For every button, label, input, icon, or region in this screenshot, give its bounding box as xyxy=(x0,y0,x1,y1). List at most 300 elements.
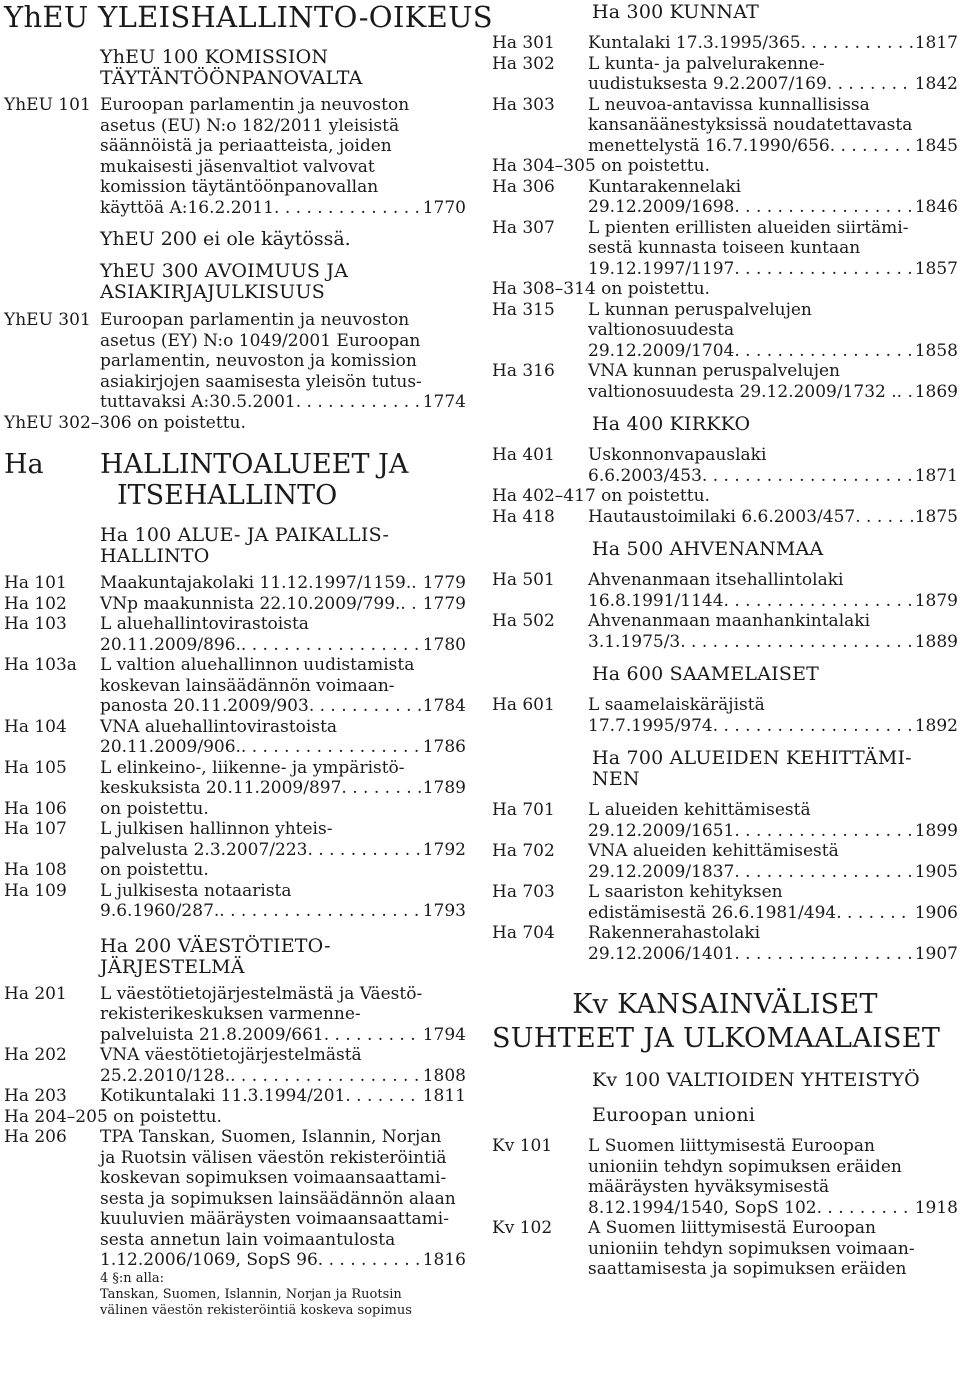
dot-leader xyxy=(855,507,913,528)
entry-code: Ha 105 xyxy=(4,757,67,778)
dot-leader xyxy=(724,591,913,612)
entry-code: Ha 701 xyxy=(492,800,555,820)
entry-text xyxy=(588,218,958,280)
page-number: 1906 xyxy=(914,902,958,923)
entry-text xyxy=(100,758,466,799)
entry-line: palveluista 21.8.2009/661 xyxy=(100,1024,324,1045)
entry-line: L kunnan peruspalvelujen xyxy=(588,299,812,320)
entry-line: L saariston kehityksen xyxy=(588,882,783,902)
entry-line: sesta annetun lain voimaantulosta xyxy=(100,1229,396,1250)
entry-text xyxy=(588,507,958,528)
dot-leader xyxy=(827,74,913,95)
entry-leader-line xyxy=(100,901,466,922)
entry-line: sestä kunnasta toiseen kuntaan xyxy=(588,238,861,258)
section-heading: Ha 200 VÄESTÖTIETO- xyxy=(100,934,331,957)
entry-code: Ha 601 xyxy=(492,695,555,715)
entry-text xyxy=(588,177,958,218)
entry-code: Ha 303 xyxy=(492,94,555,115)
dot-leader xyxy=(411,573,421,594)
entry-leader-line xyxy=(588,74,958,95)
index-entry xyxy=(4,310,466,413)
footnote-line: 4 §:n alla: xyxy=(100,1270,164,1286)
page-number: 1899 xyxy=(914,820,958,841)
entry-line: saattamisesta ja sopimuksen eräiden xyxy=(588,1259,907,1279)
index-entry xyxy=(4,860,466,881)
entry-leader-line xyxy=(588,259,958,280)
entry-text xyxy=(100,881,466,922)
entry-text xyxy=(100,594,466,615)
entry-leader-line xyxy=(588,136,958,157)
entry-line: L elinkeino-, liikenne- ja ympäristö- xyxy=(100,757,405,778)
page-number: 1889 xyxy=(914,631,958,652)
entry-line: Ahvenanmaan itsehallintolaki xyxy=(588,570,844,590)
entry-text xyxy=(588,800,958,841)
entry-line: L valtion aluehallinnon uudistamista xyxy=(100,655,415,675)
dot-leader xyxy=(400,594,420,615)
entry-line: määräysten hyväksymisestä xyxy=(588,1177,830,1197)
entry-leader-line xyxy=(588,591,958,612)
entry-code: Ha 302 xyxy=(492,53,555,74)
section-heading: Ha 300 KUNNAT xyxy=(592,1,759,23)
entry-line: kansanäänestyksissä noudatettavasta xyxy=(588,115,913,135)
dot-leader xyxy=(830,136,913,157)
entry-line: 6.6.2003/453 xyxy=(588,465,702,486)
index-entry xyxy=(492,1218,958,1280)
entry-line: valtionosuudesta xyxy=(588,320,735,340)
dot-leader xyxy=(324,1025,421,1046)
entry-leader-line xyxy=(100,1250,466,1271)
index-entry xyxy=(4,717,466,758)
spacer xyxy=(492,790,958,800)
page-title: YhEU YLEISHALLINTO-OIKEUS xyxy=(4,0,493,34)
entry-line: panosta 20.11.2009/903 xyxy=(100,696,309,716)
index-entry xyxy=(4,1045,466,1086)
entry-line: VNA väestötietojärjestelmästä xyxy=(100,1045,362,1065)
entry-line: mukaisesti jäsenvaltiot valvovat xyxy=(100,156,375,177)
section-heading: YhEU 300 AVOIMUUS JA xyxy=(100,260,349,282)
entry-text xyxy=(100,310,466,413)
entry-line: Uskonnonvapauslaki xyxy=(588,445,767,465)
page-number: 1784 xyxy=(422,696,466,716)
index-entry xyxy=(4,984,466,1046)
entry-line: Ahvenanmaan maanhankintalaki xyxy=(588,611,871,631)
section-heading: TÄYTÄNTÖÖNPANOVALTA xyxy=(100,67,363,89)
spacer xyxy=(492,1091,958,1105)
entry-code: Ha 106 xyxy=(4,798,67,819)
spacer xyxy=(492,560,958,570)
entry-code: Ha 702 xyxy=(492,841,555,861)
index-entry xyxy=(4,881,466,922)
index-entry xyxy=(492,882,958,923)
dot-leader xyxy=(219,901,420,922)
page-number: 1794 xyxy=(422,1024,466,1045)
entry-line: kuuluvien määräysten voimaansaattami- xyxy=(100,1209,449,1229)
entry-text xyxy=(588,611,958,652)
entry-line: Hautaustoimilaki 6.6.2003/457 xyxy=(588,506,856,527)
entry-text xyxy=(100,860,466,881)
page-number: 1816 xyxy=(422,1250,466,1270)
dot-leader xyxy=(734,197,912,218)
entry-line: 16.8.1991/1144 xyxy=(588,590,724,611)
dot-leader xyxy=(897,382,913,403)
plain-line: Ha 308–314 on poistettu. xyxy=(492,279,710,299)
spacer xyxy=(4,922,466,936)
chapter-heading-line: Kv KANSAINVÄLISET xyxy=(572,989,878,1020)
page-number: 1907 xyxy=(914,943,958,964)
spacer xyxy=(492,23,958,33)
section-heading: Ha 400 KIRKKO xyxy=(592,413,751,435)
entry-line: rekisterikeskuksen varmenne- xyxy=(100,1004,361,1024)
entry-leader-line xyxy=(100,1025,466,1046)
index-entry xyxy=(4,594,466,615)
dot-leader xyxy=(680,632,912,653)
entry-line: L julkisesta notaarista xyxy=(100,880,292,901)
entry-code: Ha 315 xyxy=(492,299,555,320)
entry-leader-line xyxy=(588,632,958,653)
chapter-code: Ha xyxy=(4,449,44,480)
entry-line: palvelusta 2.3.2007/223 xyxy=(100,839,308,860)
index-entry xyxy=(492,33,958,54)
entry-text xyxy=(100,1127,466,1271)
entry-line: L alueiden kehittämisestä xyxy=(588,800,811,820)
entry-code: Ha 103 xyxy=(4,614,67,634)
page-number: 1811 xyxy=(422,1086,466,1106)
index-entry xyxy=(492,507,958,528)
entry-line: L pienten erillisten alueiden siirtämi- xyxy=(588,217,909,238)
entry-line: asetus (EY) N:o 1049/2001 Euroopan xyxy=(100,330,421,351)
entry-line: unioniin tehdyn sopimuksen voimaan- xyxy=(588,1238,915,1259)
index-entry xyxy=(4,655,466,717)
entry-leader-line xyxy=(588,341,958,362)
entry-line: komission täytäntöönpanovallan xyxy=(100,177,379,197)
entry-code: Ha 203 xyxy=(4,1086,67,1106)
page-number: 1774 xyxy=(422,392,466,412)
entry-line: Kotikuntalaki 11.3.1994/201 xyxy=(100,1086,346,1106)
index-entry xyxy=(492,611,958,652)
spacer xyxy=(492,685,958,695)
entry-code: Kv 101 xyxy=(492,1136,553,1156)
entry-line: TPA Tanskan, Suomen, Islannin, Norjan xyxy=(100,1127,442,1147)
index-entry xyxy=(492,570,958,611)
page-number: 1780 xyxy=(422,634,466,655)
entry-line: L saamelaiskäräjistä xyxy=(588,695,765,715)
entry-line: unioniin tehdyn sopimuksen eräiden xyxy=(588,1156,902,1177)
entry-line: 8.12.1994/1540, SopS 102 xyxy=(588,1197,817,1218)
index-entry xyxy=(492,177,958,218)
page-number: 1875 xyxy=(914,506,958,527)
section-heading: YhEU 100 KOMISSION xyxy=(100,46,329,68)
dot-leader xyxy=(702,466,913,487)
entry-text xyxy=(588,923,958,964)
entry-text xyxy=(588,361,958,402)
index-entry xyxy=(492,361,958,402)
index-entry xyxy=(492,300,958,362)
spacer xyxy=(492,1126,958,1136)
entry-text xyxy=(588,95,958,157)
page-number: 1792 xyxy=(422,839,466,860)
entry-leader-line xyxy=(100,737,466,758)
index-entry xyxy=(492,923,958,964)
page-number: 1879 xyxy=(914,590,958,611)
entry-code: Ha 501 xyxy=(492,570,555,590)
dot-leader xyxy=(734,341,912,362)
entry-line: 25.2.2010/128. xyxy=(100,1065,231,1086)
entry-text xyxy=(588,54,958,95)
footnote-line: välinen väestön rekisteröintiä koskeva sopimus xyxy=(100,1302,412,1318)
entry-line: VNp maakunnista 22.10.2009/799. xyxy=(100,593,401,614)
section-heading: ASIAKIRJAJULKISUUS xyxy=(100,281,325,303)
index-entry xyxy=(492,218,958,280)
entry-leader-line xyxy=(100,635,466,656)
subsection-heading: Euroopan unioni xyxy=(592,1104,756,1126)
index-entry xyxy=(4,1086,466,1107)
page-number: 1869 xyxy=(914,381,958,402)
page-number: 1779 xyxy=(422,573,466,593)
entry-code: Ha 206 xyxy=(4,1127,67,1147)
chapter-heading xyxy=(4,449,466,511)
page-number: 1892 xyxy=(914,715,958,736)
index-entry xyxy=(492,95,958,157)
entry-code: Ha 418 xyxy=(492,506,555,527)
entry-leader-line xyxy=(588,944,958,965)
entry-code: YhEU 101 xyxy=(4,95,91,115)
entry-leader-line xyxy=(100,573,466,594)
dot-leader xyxy=(307,840,420,861)
entry-code: Ha 502 xyxy=(492,611,555,631)
index-entry xyxy=(492,1136,958,1218)
entry-line: koskevan sopimuksen voimaansaattami- xyxy=(100,1168,447,1188)
entry-text xyxy=(100,799,466,820)
entry-leader-line xyxy=(100,1086,466,1107)
entry-line: koskevan lainsäädännön voimaan- xyxy=(100,675,395,696)
section-heading: HALLINTO xyxy=(100,545,210,567)
entry-line: on poistettu. xyxy=(100,798,209,819)
entry-line: keskuksista 20.11.2009/897 xyxy=(100,778,342,798)
entry-line: L julkisen hallinnon yhteis- xyxy=(100,819,333,839)
spacer xyxy=(4,218,466,228)
entry-code: Ha 102 xyxy=(4,593,67,614)
entry-text xyxy=(588,33,958,54)
entry-code: Ha 704 xyxy=(492,923,555,943)
entry-text xyxy=(100,1045,466,1086)
entry-code: Ha 101 xyxy=(4,573,67,593)
entry-leader-line xyxy=(588,33,958,54)
entry-line: VNA alueiden kehittämisestä xyxy=(588,841,839,861)
entry-text xyxy=(588,1136,958,1218)
entry-line: valtionosuudesta 29.12.2009/1732 . xyxy=(588,381,897,402)
page-number: 1905 xyxy=(914,861,958,882)
section-heading: Ha 600 SAAMELAISET xyxy=(592,663,820,685)
entry-line: A Suomen liittymisestä Euroopan xyxy=(588,1218,876,1238)
page-number: 1793 xyxy=(422,901,466,921)
entry-line: edistämisestä 26.6.1981/494 xyxy=(588,902,837,923)
dot-leader xyxy=(836,903,913,924)
entry-line: L Suomen liittymisestä Euroopan xyxy=(588,1136,875,1156)
section-heading: NEN xyxy=(592,768,640,790)
index-entry xyxy=(492,695,958,736)
entry-leader-line xyxy=(100,1066,466,1087)
entry-code: Kv 102 xyxy=(492,1218,553,1238)
dot-leader xyxy=(734,862,912,883)
dot-leader xyxy=(801,33,913,54)
entry-code: Ha 107 xyxy=(4,819,67,839)
entry-leader-line xyxy=(588,903,958,924)
entry-line: L väestötietojärjestelmästä ja Väestö- xyxy=(100,983,423,1004)
dot-leader xyxy=(734,821,912,842)
index-entry xyxy=(4,614,466,655)
chapter-title-line: ITSEHALLINTO xyxy=(117,480,338,511)
entry-line: Euroopan parlamentin ja neuvoston xyxy=(100,310,410,330)
entry-code: Ha 306 xyxy=(492,176,555,197)
entry-line: Rakennerahastolaki xyxy=(588,923,761,943)
entry-line: L aluehallintovirastoista xyxy=(100,614,309,634)
page-number: 1808 xyxy=(422,1065,466,1086)
entry-leader-line xyxy=(100,198,466,219)
entry-leader-line xyxy=(588,716,958,737)
entry-line: 1.12.2006/1069, SopS 96 xyxy=(100,1250,318,1270)
dot-leader xyxy=(309,696,421,717)
entry-line: menettelystä 16.7.1990/656 xyxy=(588,135,830,156)
index-entry xyxy=(492,445,958,486)
entry-code: Ha 201 xyxy=(4,983,67,1004)
chapter-title xyxy=(100,449,408,511)
entry-text xyxy=(588,882,958,923)
entry-line: Kuntarakennelaki xyxy=(588,176,742,197)
index-entry xyxy=(4,573,466,594)
section-heading: Ha 100 ALUE- JA PAIKALLIS- xyxy=(100,524,390,546)
spacer xyxy=(492,435,958,445)
entry-text xyxy=(100,573,466,594)
index-entry xyxy=(492,800,958,841)
entry-line: 29.12.2009/1837 xyxy=(588,861,735,882)
entry-text xyxy=(100,614,466,655)
page-number: 1871 xyxy=(914,465,958,486)
entry-line: parlamentin, neuvoston ja komission xyxy=(100,351,417,371)
spacer xyxy=(492,964,958,988)
entry-line: sesta ja sopimuksen lainsäädännön alaan xyxy=(100,1188,456,1209)
entry-text xyxy=(100,1086,466,1107)
entry-text xyxy=(100,95,466,218)
entry-text xyxy=(588,300,958,362)
dot-leader xyxy=(318,1250,421,1271)
entry-leader-line xyxy=(100,392,466,413)
entry-text xyxy=(100,717,466,758)
entry-line: ja Ruotsin välisen väestön rekisteröintiä xyxy=(100,1147,447,1168)
entry-line: asetus (EU) N:o 182/2011 yleisistä xyxy=(100,115,400,136)
entry-line: Euroopan parlamentin ja neuvoston xyxy=(100,95,410,115)
dot-leader xyxy=(734,944,912,965)
entry-code: Ha 307 xyxy=(492,217,555,238)
entry-line: 9.6.1960/287. xyxy=(100,901,220,921)
plain-line: YhEU 200 ei ole käytössä. xyxy=(100,228,351,250)
index-entry xyxy=(4,95,466,218)
entry-text xyxy=(588,1218,958,1280)
entry-line: VNA aluehallintovirastoista xyxy=(100,716,338,737)
entry-line: 17.7.1995/974 xyxy=(588,715,713,736)
entry-code: Ha 109 xyxy=(4,880,67,901)
entry-code: Ha 401 xyxy=(492,445,555,465)
entry-line: 29.12.2009/1698 xyxy=(588,197,735,217)
entry-line: VNA kunnan peruspalvelujen xyxy=(588,361,840,381)
entry-text xyxy=(100,819,466,860)
entry-line: käyttöä A:16.2.2011 xyxy=(100,197,275,218)
index-entry xyxy=(4,819,466,860)
entry-text xyxy=(588,841,958,882)
entry-text xyxy=(588,445,958,486)
entry-leader-line xyxy=(100,778,466,799)
entry-leader-line xyxy=(588,466,958,487)
index-entry xyxy=(492,54,958,95)
entry-line: tuttavaksi A:30.5.2001 xyxy=(100,392,296,412)
dot-leader xyxy=(230,1066,421,1087)
section-heading: JÄRJESTELMÄ xyxy=(100,955,245,978)
plain-line: Ha 204–205 on poistettu. xyxy=(4,1106,222,1127)
dot-leader xyxy=(817,1198,913,1219)
entry-leader-line xyxy=(588,1198,958,1219)
entry-line: 3.1.1975/3 xyxy=(588,631,681,652)
left-column xyxy=(4,0,493,1319)
spacer xyxy=(492,1056,958,1070)
index-entry xyxy=(4,758,466,799)
page-number: 1789 xyxy=(422,778,466,798)
page-number: 1845 xyxy=(914,135,958,156)
index-entry xyxy=(4,799,466,820)
dot-leader xyxy=(713,716,913,737)
plain-line: YhEU 302–306 on poistettu. xyxy=(4,412,246,433)
section-heading: Kv 100 VALTIOIDEN YHTEISTYÖ xyxy=(592,1069,920,1091)
entry-code: Ha 108 xyxy=(4,860,67,880)
plain-line: Ha 402–417 on poistettu. xyxy=(492,486,710,506)
entry-line: uudistuksesta 9.2.2007/169 xyxy=(588,74,827,94)
chapter-title-line: HALLINTOALUEET JA xyxy=(100,449,409,480)
entry-code: Ha 703 xyxy=(492,882,555,902)
dot-leader xyxy=(345,1086,420,1107)
entry-line: L neuvoa-antavissa kunnallisissa xyxy=(588,94,870,115)
entry-line: Maakuntajakolaki 11.12.1997/1159. xyxy=(100,573,412,593)
entry-leader-line xyxy=(588,382,958,403)
entry-text xyxy=(100,655,466,717)
entry-line: 29.12.2009/1651 xyxy=(588,820,735,841)
page-number: 1842 xyxy=(914,74,958,94)
plain-line: Ha 304–305 on poistettu. xyxy=(492,156,710,176)
entry-line: L kunta- ja palvelurakenne- xyxy=(588,53,825,74)
entry-line: säännöistä ja periaatteista, joiden xyxy=(100,136,392,156)
dot-leader xyxy=(241,635,421,656)
dot-leader xyxy=(241,737,421,758)
page-number: 1770 xyxy=(422,197,466,218)
dot-leader xyxy=(274,198,421,219)
index-entry xyxy=(4,1127,466,1271)
entry-code: Ha 202 xyxy=(4,1045,67,1065)
dot-leader xyxy=(341,778,420,799)
entry-leader-line xyxy=(100,594,466,615)
entry-leader-line xyxy=(100,840,466,861)
entry-text xyxy=(588,570,958,611)
entry-line: 29.12.2006/1401 xyxy=(588,943,735,964)
entry-line: on poistettu. xyxy=(100,860,209,880)
index-entry xyxy=(492,841,958,882)
spacer xyxy=(4,433,466,449)
entry-line: 29.12.2009/1704 xyxy=(588,340,735,361)
entry-code: Ha 301 xyxy=(492,33,555,53)
entry-line: 20.11.2009/896. xyxy=(100,634,241,655)
dot-leader xyxy=(734,259,912,280)
dot-leader xyxy=(296,392,421,413)
section-heading: Ha 500 AHVENANMAA xyxy=(592,538,824,560)
entry-leader-line xyxy=(588,507,958,528)
section-heading: Ha 700 ALUEIDEN KEHITTÄMI- xyxy=(592,747,912,769)
entry-text xyxy=(588,695,958,736)
